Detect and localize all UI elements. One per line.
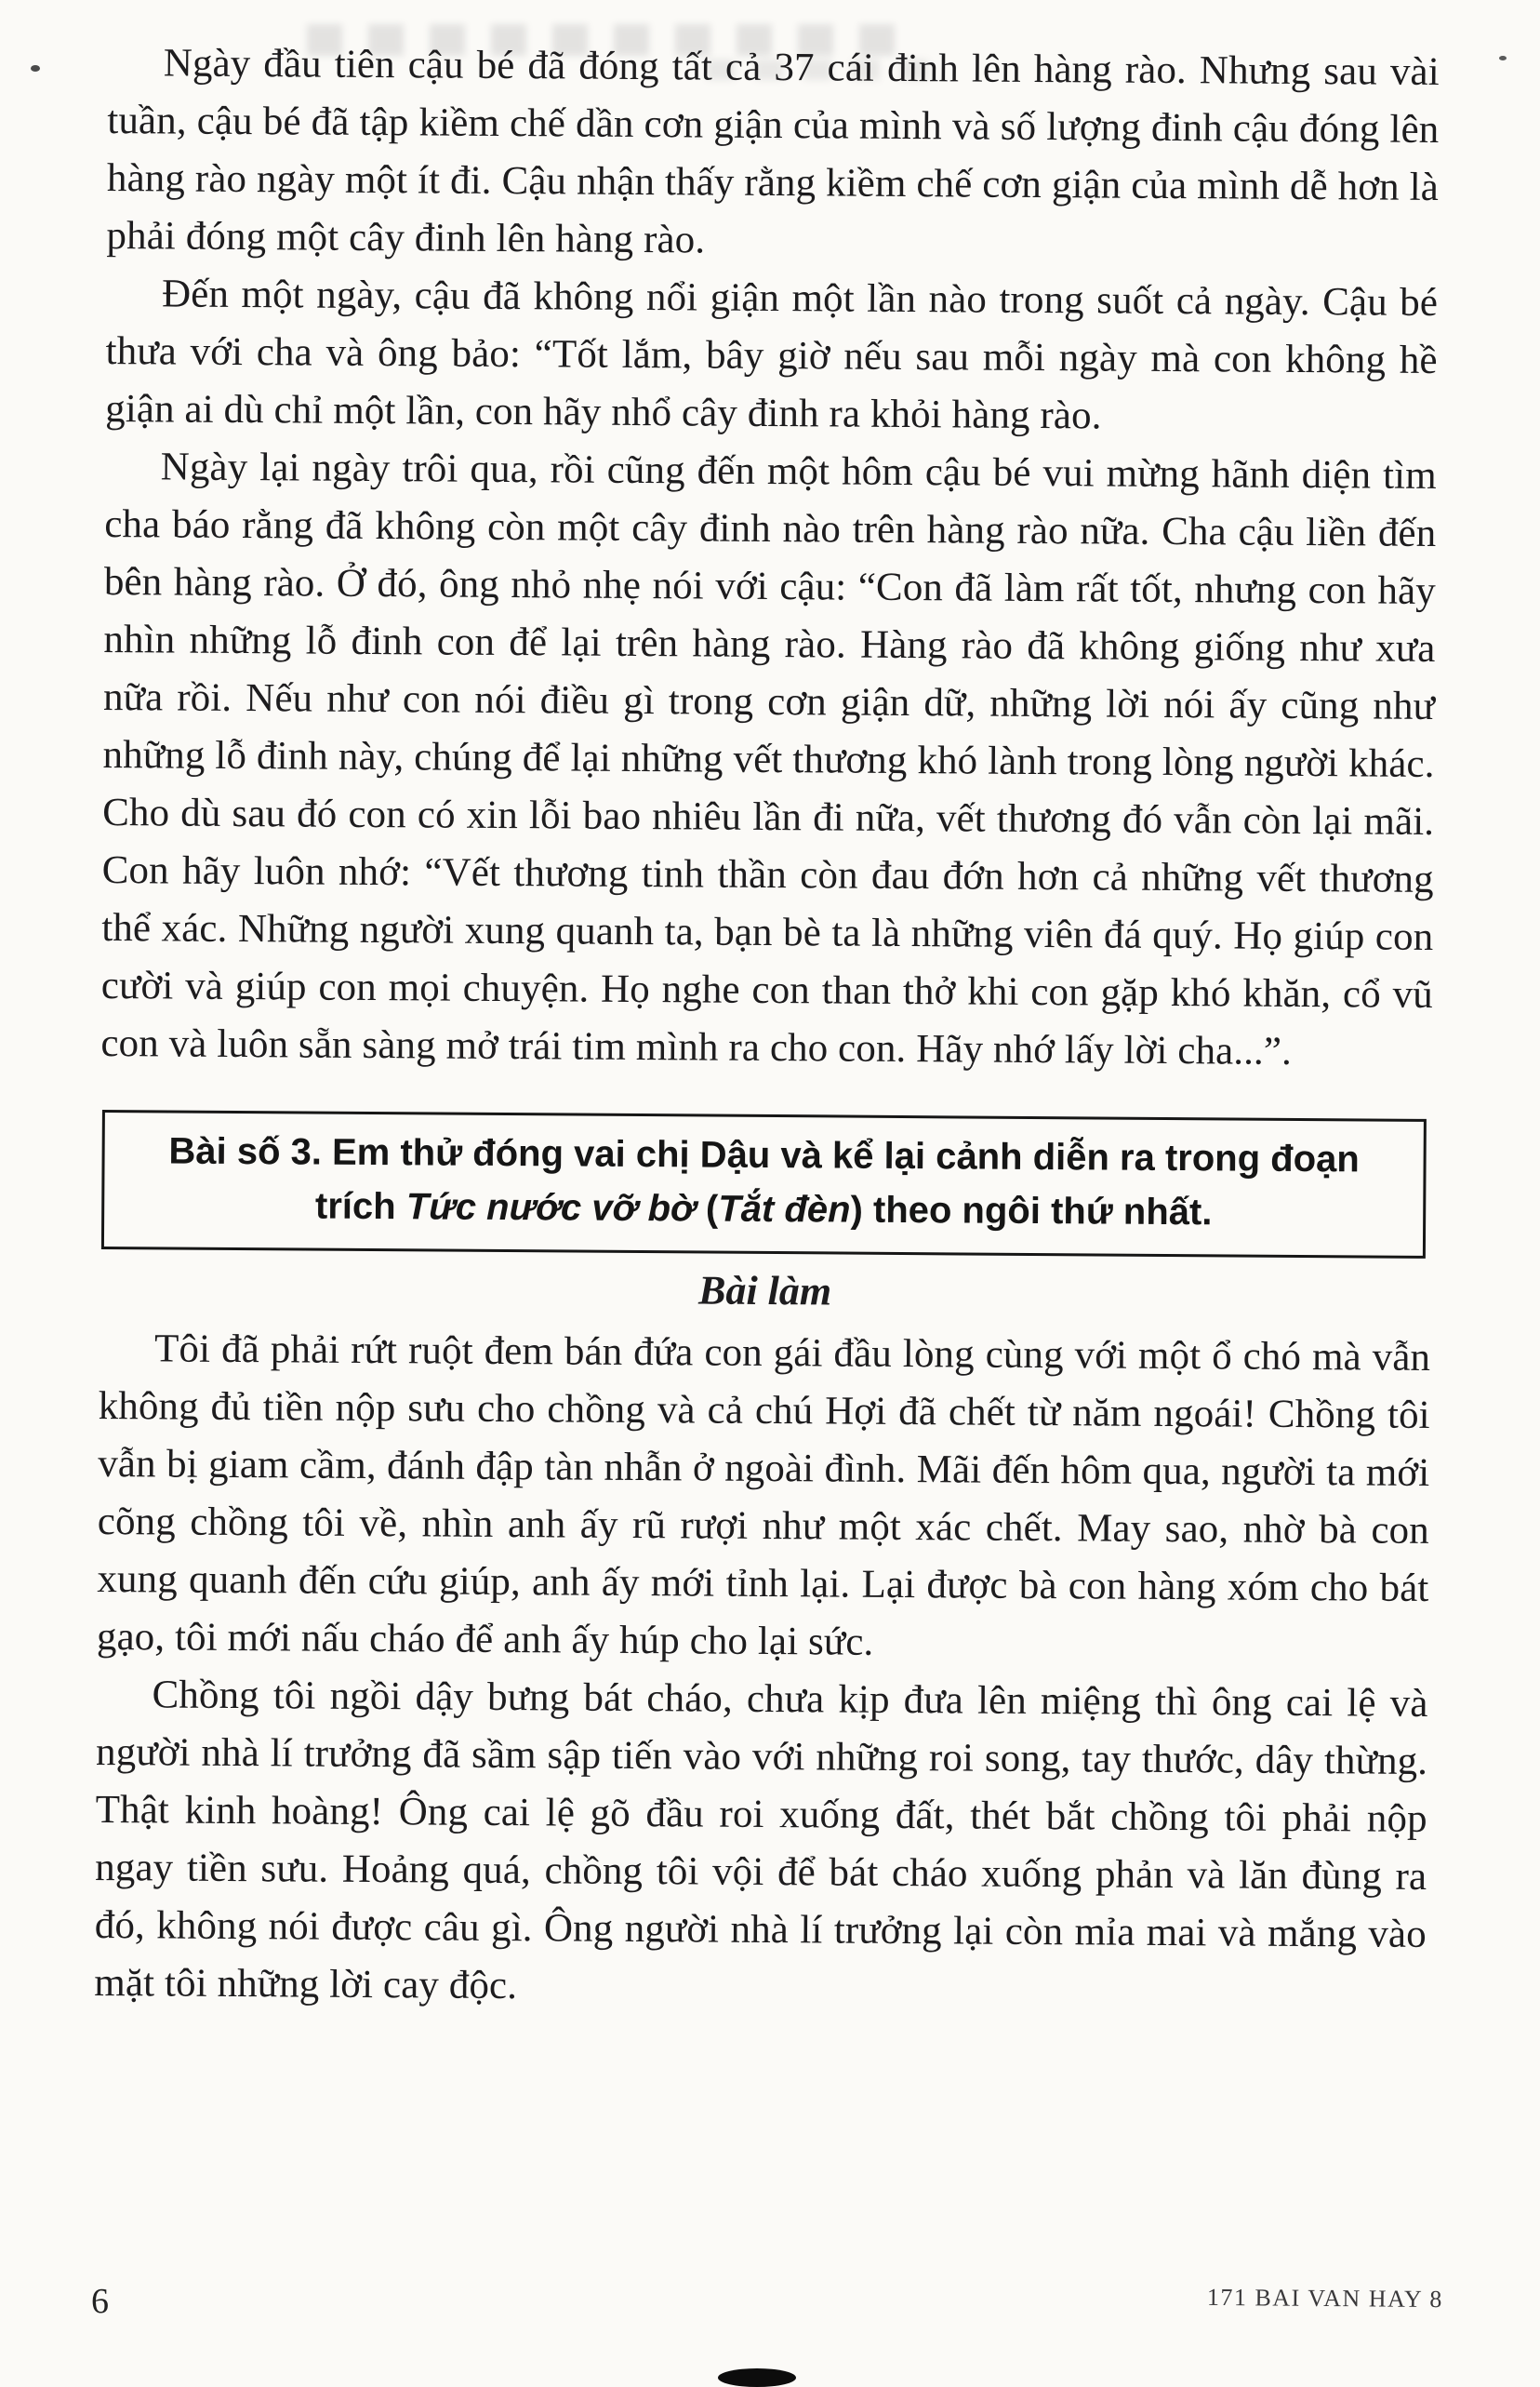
scan-speck (1499, 56, 1507, 60)
scan-speck (31, 65, 40, 72)
assignment-prompt-text: ( (705, 1188, 719, 1230)
assignment-number: Bài số 3. (168, 1130, 323, 1173)
scan-smudge (718, 2368, 796, 2387)
essay-heading: Bài làm (697, 1267, 832, 1314)
story-paragraph: Ngày lại ngày trôi qua, rồi cũng đến một hôm cậu bé vui mừng hãnh diện tìm cha báo rằng đã không còn một cây đinh nào trên hàng rào nữa. Cha cậu liền đến bên hàng rào. Ở đó, ông nhỏ nhẹ nói với cậu: “Con đã làm rất tốt, nhưng con hãy nhìn những lỗ đinh con để lại trên hàng rào. Hàng rào đã không giống như xưa nữa rồi. Nếu như con nói điều gì trong cơn giận dữ, những lời nói ấy cũng như những lỗ đinh này, chúng để lại những vết thương khó lành trong lòng người khác. Cho dù sau đó con có xin lỗi bao nhiêu lần đi nữa, vết thương đó vẫn còn lại mãi. Con hãy luôn nhớ: “Vết thương tinh thần còn đau đớn hơn cả những vết thương thể xác. Những người xung quanh ta, bạn bè ta là những viên đá quý. Họ giúp con cười và giúp con mọi chuyện. Họ nghe con than thở khi con gặp khó khăn, cổ vũ con và luôn sẵn sàng mở trái tim mình ra cho con. Hãy nhớ lấy lời cha...”. (100, 445, 1437, 1073)
running-footer-book-title: 171 BAI VAN HAY 8 (1207, 2283, 1444, 2314)
work-title: Tắt đèn (718, 1188, 851, 1231)
assignment-prompt-text: Em thử đóng vai chị Dậu và kể lại cảnh diễn ra trong đoạn trích (314, 1131, 1360, 1228)
story-paragraph: Đến một ngày, cậu đã không nổi giận một lần nào trong suốt cả ngày. Cậu bé thưa với cha và ông bảo: “Tốt lắm, bây giờ nếu sau mỗi ngày mà con không hề giận ai dù chỉ một lần, con hãy nhổ cây đinh ra khỏi hàng rào. (105, 272, 1439, 438)
page-number: 6 (91, 2282, 109, 2321)
assignment-prompt-text: ) theo ngôi thứ nhất. (850, 1189, 1213, 1234)
assignment-prompt-box (101, 1110, 1427, 1259)
essay-paragraph: Tôi đã phải rứt ruột đem bán đứa con gái đầu lòng cùng với một ổ chó mà vẫn không đủ tiền nộp sưu cho chồng và cả chú Hợi đã chết từ năm ngoái! Chồng tôi vẫn bị giam cầm, đánh đập tàn nhẫn ở ngoài đình. Mãi đến hôm qua, người ta mới cõng chồng tôi về, nhìn anh ấy rũ rượi như một xác chết. May sao, nhờ bà con xung quanh đến cứu giúp, anh ấy mới tỉnh lại. Lại được bà con hàng xóm cho bát gạo, tôi mới nấu cháo để anh ấy húp cho lại sức. (96, 1327, 1431, 1664)
work-title: Tức nước vỡ bờ (405, 1186, 697, 1230)
story-paragraph: Ngày đầu tiên cậu bé đã đóng tất cả 37 cái đinh lên hàng rào. Nhưng sau vài tuần, cậu bé đã tập kiềm chế dần cơn giận của mình và số lượng đinh cậu đóng lên hàng rào ngày một ít đi. Cậu nhận thấy rằng kiềm chế cơn giận của mình dễ hơn là phải đóng một cây đinh lên hàng rào. (106, 41, 1440, 262)
page-content (94, 34, 1440, 2021)
essay-paragraph: Chồng tôi ngồi dậy bưng bát cháo, chưa kịp đưa lên miệng thì ông cai lệ và người nhà lí trưởng đã sầm sập tiến vào với những roi song, tay thước, dây thừng. Thật kinh hoàng! Ông cai lệ gõ đầu roi xuống đất, thét bắt chồng tôi phải nộp ngay tiền sưu. Hoảng quá, chồng tôi vội để bát cháo xuống phản và lăn đùng ra đó, không nói được câu gì. Ông người nhà lí trưởng lại còn mỉa mai và mắng vào mặt tôi những lời cay độc. (94, 1673, 1428, 2008)
